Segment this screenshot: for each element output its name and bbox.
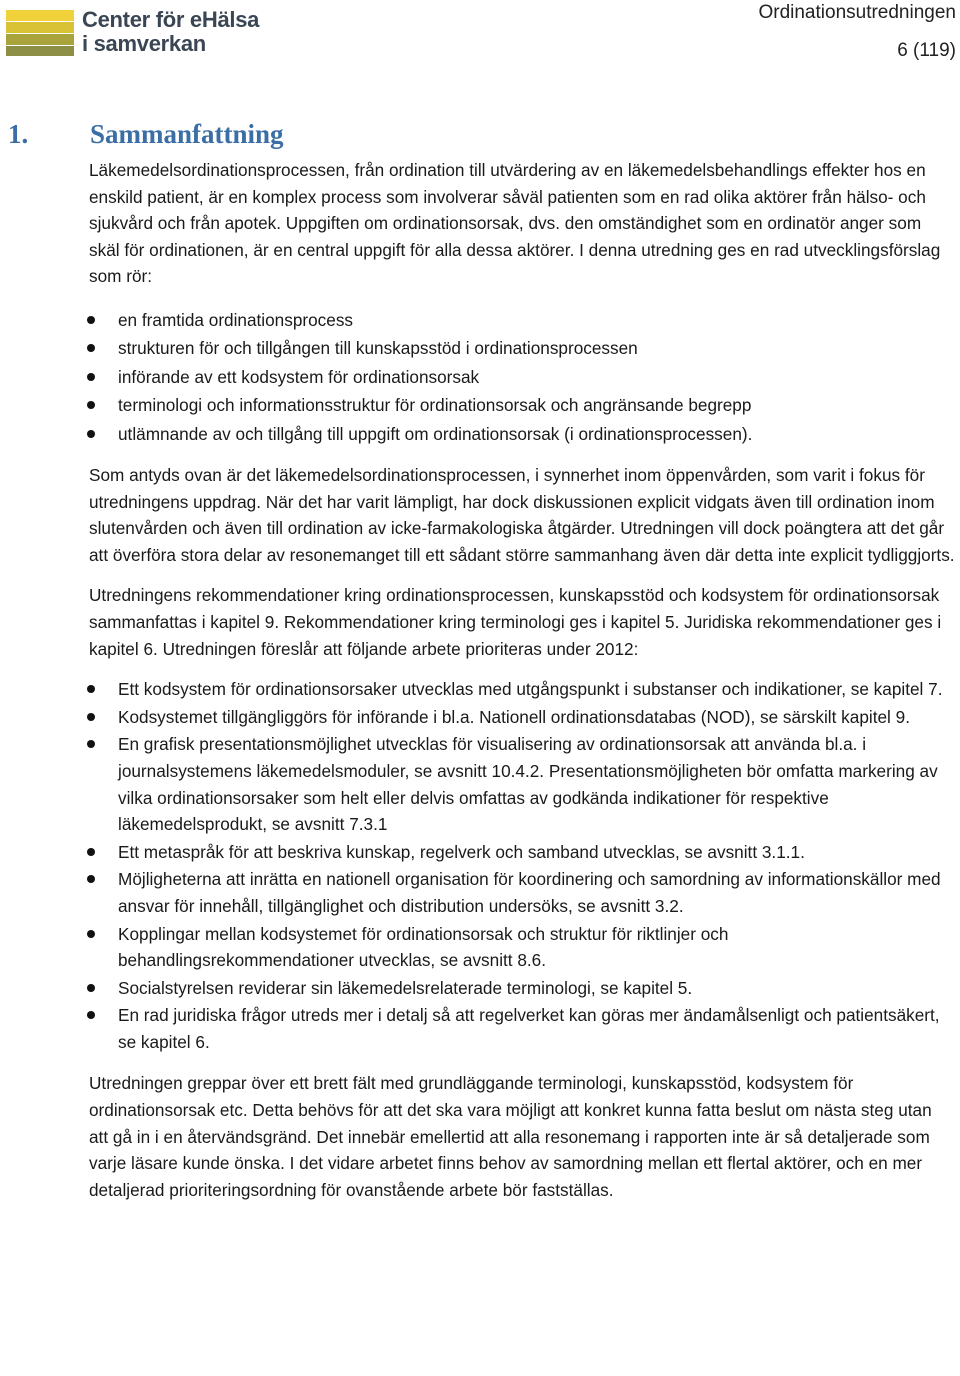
recommendations-paragraph: Utredningens rekommendationer kring ordinationsprocessen, kunskapsstöd och kodsystem för ordinationsorsak sammanfattas i kapitel 9. Rekommendationer kring terminologi ges i kapitel 5. Juridiska rekommendationer ges i kapitel 6. Utredningen föreslår att följande arbete prioriteras under 2012: (89, 585, 942, 659)
logo-text (82, 8, 259, 56)
report-name: Ordinationsutredningen (758, 2, 956, 23)
logo-line-2: i samverkan (82, 31, 206, 56)
priority-item: En rad juridiska frågor utreds mer i detalj så att regelverket kan göras mer ändamålsenligt och patientsäkert, se kapitel 6. (89, 1002, 955, 1055)
intro-paragraph: Läkemedelsordinationsprocessen, från ordination till utvärdering av en läkemedelsbehandlings effekter hos en enskild patient, är en komplex process som involverar såväl patienten som en rad olika aktörer från hälso- och sjukvård och från apotek. Uppgiften om ordinationsorsak, dvs. den omständighet som en ordinatör anger som skäl för ordinationen, är en central uppgift för alla dessa aktörer. I denna utredning ges en rad utvecklingsförslag som rör: (89, 160, 941, 287)
page-number: 6 (119) (897, 40, 956, 61)
section-heading (8, 118, 284, 150)
priority-item: Ett kodsystem för ordinationsorsaker utvecklas med utgångspunkt i substanser och indikationer, se kapitel 7. (89, 676, 955, 703)
topic-item: utlämnande av och tillgång till uppgift om ordinationsorsak (i ordinationsprocessen). (89, 420, 955, 448)
header-meta (758, 2, 956, 62)
closing-paragraph: Utredningen greppar över ett brett fält med grundläggande terminologi, kunskapsstöd, kodsystem för ordinationsorsak etc. Detta behövs för att det ska vara möjligt att konkret kunna fatta beslut om nästa steg utan att gå in i en återvändsgränd. Det innebär emellertid att alla resonemang i rapporten inte är så detaljerade som varje läsare kunde önska. I det vidare arbetet finns behov av samordning mellan ett flertal aktörer, och en mer detaljerad prioriteringsordning för ovanstående arbete bör fastställas. (89, 1073, 932, 1200)
logo-line-1: Center för eHälsa (82, 7, 260, 32)
scope-paragraph: Som antyds ovan är det läkemedelsordinationsprocessen, i synnerhet inom öppenvården, som varit i fokus för utredningens uppdrag. När det har varit lämpligt, har dock diskussionen explicit vidgats även till ordination inom slutenvården och även till ordination av icke-farmakologiska åtgärder. Utredningen vill dock poängtera att det går att överföra stora delar av resonemanget till ett sådant större sammanhang även där detta inte explicit tydliggjorts. (89, 465, 955, 565)
priority-item: Kopplingar mellan kodsystemet för ordinationsorsak och struktur för riktlinjer och behandlingsrekommendationer utvecklas, se avsnitt 8.6. (89, 921, 955, 974)
priority-item: En grafisk presentationsmöjlighet utvecklas för visualisering av ordinationsorsak att använda bl.a. i journalsystemens läkemedelsmoduler, se avsnitt 10.4.2. Presentationsmöjligheten bör omfatta markering av vilka ordinationsorsaker som helt eller delvis omfattas av godkända indikationer för respektive läkemedelsprodukt, se avsnitt 7.3.1 (89, 731, 955, 837)
topic-item: införande av ett kodsystem för ordinationsorsak (89, 363, 955, 391)
priority-item: Ett metaspråk för att beskriva kunskap, regelverk och samband utvecklas, se avsnitt 3.1.1. (89, 839, 955, 866)
topics-list (89, 306, 955, 448)
topic-item: en framtida ordinationsprocess (89, 306, 955, 334)
logo-mark-icon (6, 10, 74, 56)
priorities-list (89, 676, 955, 1055)
topic-item: terminologi och informationsstruktur för ordinationsorsak och angränsande begrepp (89, 391, 955, 419)
page-header (0, 0, 960, 70)
topic-item: strukturen för och tillgången till kunskapsstöd i ordinationsprocessen (89, 334, 955, 362)
section-number: 1. (8, 119, 29, 149)
document-body (89, 157, 955, 1203)
priority-item: Möjligheterna att inrätta en nationell organisation för koordinering och samordning av informationskällor med ansvar för innehåll, tillgänglighet och distribution undersöks, se avsnitt 3.2. (89, 866, 955, 919)
organization-logo (6, 8, 266, 58)
priority-item: Kodsystemet tillgängliggörs för införande i bl.a. Nationell ordinationsdatabas (NOD), se särskilt kapitel 9. (89, 704, 955, 731)
priority-item: Socialstyrelsen reviderar sin läkemedelsrelaterade terminologi, se kapitel 5. (89, 975, 955, 1002)
section-title: Sammanfattning (90, 119, 284, 149)
